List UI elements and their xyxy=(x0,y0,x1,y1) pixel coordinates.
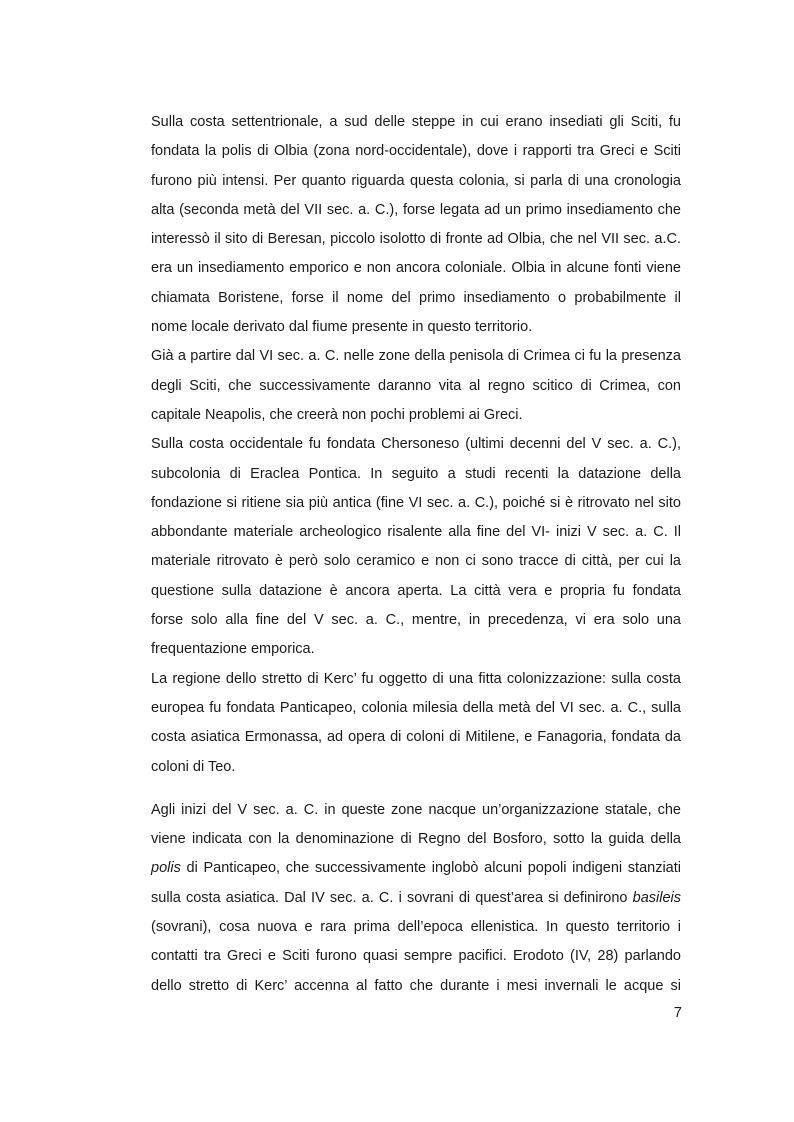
text-segment: costa asiatica Ermonassa, ad opera di coloni di Mitilene, e Fanagoria, fondata da xyxy=(151,729,681,746)
text-segment: forse solo alla fine del V sec. a. C., mentre, in precedenza, vi era solo una xyxy=(151,612,681,629)
text-segment: subcolonia di Eraclea Pontica. In seguito a studi recenti la datazione della xyxy=(151,465,681,482)
text-line xyxy=(151,372,681,401)
text-segment: nome locale derivato dal fiume presente in questo territorio. xyxy=(151,319,533,336)
text-segment: furono più intensi. Per quanto riguarda questa colonia, si parla di una cronologia xyxy=(151,172,681,189)
text-line xyxy=(151,635,681,664)
text-segment: Sulla costa settentrionale, a sud delle steppe in cui erano insediati gli Sciti, fu xyxy=(151,114,681,130)
text-line xyxy=(151,884,681,913)
text-line xyxy=(151,972,681,1001)
text-segment: fondazione si ritiene sia più antica (fine VI sec. a. C.), poiché si è ritrovato nel sito xyxy=(151,494,681,511)
text-line xyxy=(151,342,681,371)
text-line xyxy=(151,665,681,694)
text-segment: Già a partire dal VI sec. a. C. nelle zone della penisola di Crimea ci fu la presenza xyxy=(151,348,681,365)
text-segment: di Panticapeo, che successivamente inglobò alcuni popoli indigeni stanziati xyxy=(180,860,681,877)
text-line xyxy=(151,313,681,342)
text-line xyxy=(151,108,681,137)
text-line xyxy=(151,489,681,518)
text-segment: degli Sciti, che successivamente daranno vita al regno scitico di Crimea, con xyxy=(151,377,681,394)
text-segment: abbondante materiale archeologico risalente alla fine del VI- inizi V sec. a. C. Il xyxy=(151,524,681,541)
text-line xyxy=(151,167,681,196)
text-line xyxy=(151,284,681,313)
text-line xyxy=(151,225,681,254)
text-segment: fondata la polis di Olbia (zona nord-occidentale), dove i rapporti tra Greci e Sciti xyxy=(151,143,681,160)
text-segment: (sovrani), cosa nuova e rara prima dell’epoca ellenistica. In questo territorio i xyxy=(151,919,681,936)
page-number: 7 xyxy=(673,1005,682,1021)
text-segment: Sulla costa occidentale fu fondata Chersoneso (ultimi decenni del V sec. a. C.), xyxy=(151,436,681,453)
text-line xyxy=(151,854,681,883)
text-segment: materiale ritrovato è però solo ceramico e non ci sono tracce di città, per cui la xyxy=(151,553,681,570)
body-text xyxy=(151,108,681,1001)
text-line xyxy=(151,577,681,606)
text-line xyxy=(151,825,681,854)
text-segment: sulla costa asiatica. Dal IV sec. a. C. i sovrani di quest’area si definirono xyxy=(151,889,633,906)
text-line xyxy=(151,942,681,971)
text-segment: alta (seconda metà del VII sec. a. C.), forse legata ad un primo insediamento che xyxy=(151,201,681,218)
text-line xyxy=(151,606,681,635)
text-segment: era un insediamento emporico e non ancora coloniale. Olbia in alcune fonti viene xyxy=(151,260,681,277)
text-segment: capitale Neapolis, che creerà non pochi problemi ai Greci. xyxy=(151,406,523,423)
text-line xyxy=(151,694,681,723)
italic-term: polis xyxy=(151,860,181,877)
text-segment: europea fu fondata Panticapeo, colonia milesia della metà del VI sec. a. C., sulla xyxy=(151,699,681,716)
text-segment: La regione dello stretto di Kerc’ fu oggetto di una fitta colonizzazione: sulla costa xyxy=(151,670,681,687)
text-line xyxy=(151,547,681,576)
text-segment: chiamata Boristene, forse il nome del primo insediamento o probabilmente il xyxy=(151,289,681,306)
text-line xyxy=(151,913,681,942)
text-segment: coloni di Teo. xyxy=(151,758,236,775)
text-segment: dello stretto di Kerc’ accenna al fatto che durante i mesi invernali le acque si xyxy=(151,977,681,994)
text-line xyxy=(151,401,681,430)
text-segment: viene indicata con la denominazione di Regno del Bosforo, sotto la guida della xyxy=(151,831,681,848)
text-segment: contatti tra Greci e Sciti furono quasi sempre pacifici. Erodoto (IV, 28) parlando xyxy=(151,948,681,965)
text-line xyxy=(151,796,681,825)
text-line xyxy=(151,196,681,225)
text-line xyxy=(151,723,681,752)
text-segment: frequentazione emporica. xyxy=(151,641,315,658)
italic-term: basileis xyxy=(632,889,681,906)
text-line xyxy=(151,460,681,489)
text-line xyxy=(151,137,681,166)
text-segment: interessò il sito di Beresan, piccolo isolotto di fronte ad Olbia, che nel VII sec. a.C. xyxy=(151,231,681,248)
text-segment: Agli inizi del V sec. a. C. in queste zone nacque un’organizzazione statale, che xyxy=(151,801,681,818)
paragraph-gap xyxy=(151,782,681,796)
text-line xyxy=(151,753,681,782)
text-segment: questione sulla datazione è ancora aperta. La città vera e propria fu fondata xyxy=(151,582,681,599)
text-line xyxy=(151,518,681,547)
text-line xyxy=(151,254,681,283)
text-line xyxy=(151,430,681,459)
